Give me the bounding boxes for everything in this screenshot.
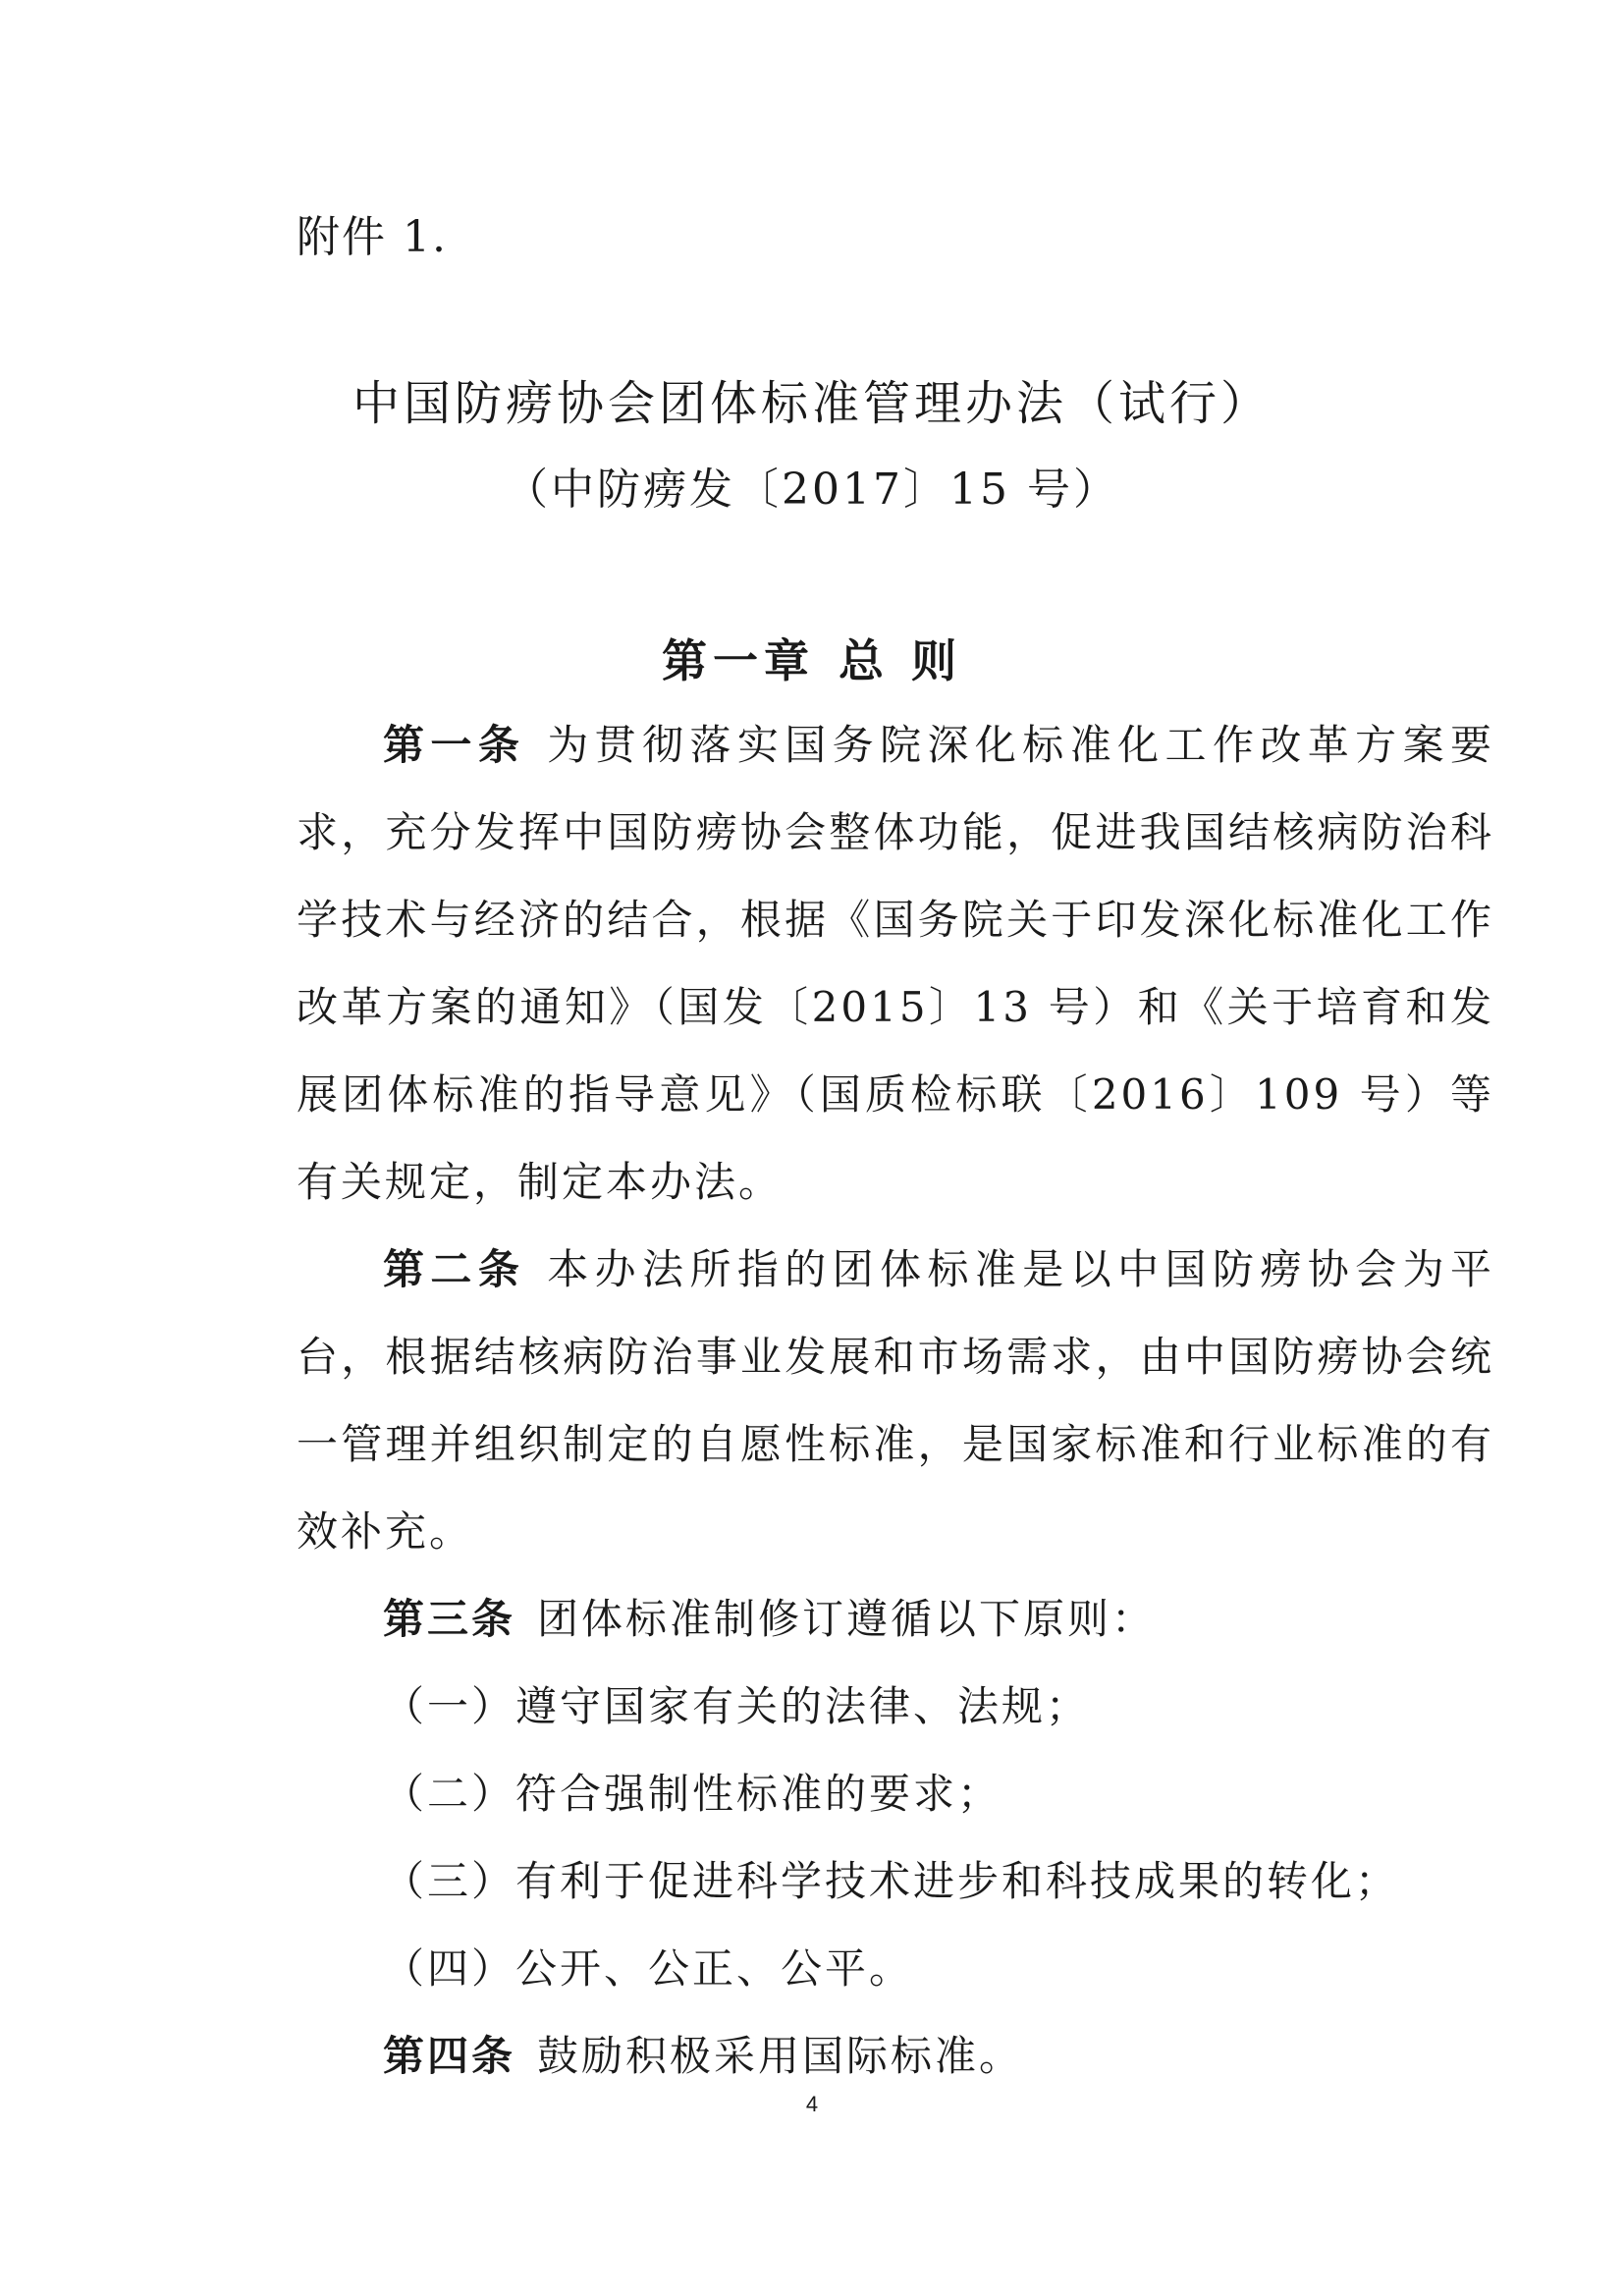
- article-4: [297, 2012, 1494, 2100]
- article-1-text: 为贯彻落实国务院深化标准化工作改革方案要求，充分发挥中国防痨协会整体功能，促进我国结核病防治科学技术与经济的结合，根据《国务院关于印发深化标准化工作改革方案的通知》（国发〔2015〕13 号）和《关于培育和发展团体标准的指导意见》（国质检标联〔2016〕109 号）等有关规定，制定本办法。: [297, 721, 1494, 1206]
- document-number: （中防痨发〔2017〕15 号）: [505, 465, 1119, 515]
- chapter-heading: [0, 626, 1624, 690]
- chapter-name: 总 则: [838, 634, 962, 687]
- article-2-text: 本办法所指的团体标准是以中国防痨协会为平台，根据结核病防治事业发展和市场需求，由中国防痨协会统一管理并组织制定的自愿性标准，是国家标准和行业标准的有效补充。: [297, 1245, 1494, 1556]
- article-3-label: 第三条: [383, 1595, 516, 1643]
- attachment-label: 附件 1.: [297, 212, 448, 262]
- article-3-text: 团体标准制修订遵循以下原则：: [537, 1595, 1157, 1643]
- page-number: 4: [805, 2092, 819, 2116]
- document-title: 中国防痨协会团体标准管理办法（试行）: [352, 376, 1272, 431]
- article-2-label: 第二条: [383, 1245, 526, 1293]
- article-3: [297, 1575, 1494, 1663]
- article-1: [297, 701, 1494, 1226]
- article-4-label: 第四条: [383, 2032, 516, 2080]
- article-3-item-4: （四）公开、公正、公平。: [383, 1944, 914, 1993]
- article-3-item-3: （三）有利于促进科学技术进步和科技成果的转化；: [383, 1857, 1400, 1905]
- article-2: [297, 1226, 1494, 1575]
- article-1-label: 第一条: [383, 721, 526, 769]
- chapter-number: 第一章: [661, 634, 815, 687]
- article-3-item-2: （二）符合强制性标准的要求；: [383, 1770, 1002, 1818]
- article-4-text: 鼓励积极采用国际标准。: [537, 2032, 1024, 2080]
- document-body: [297, 701, 1494, 2100]
- article-3-item-1: （一）遵守国家有关的法律、法规；: [383, 1682, 1091, 1730]
